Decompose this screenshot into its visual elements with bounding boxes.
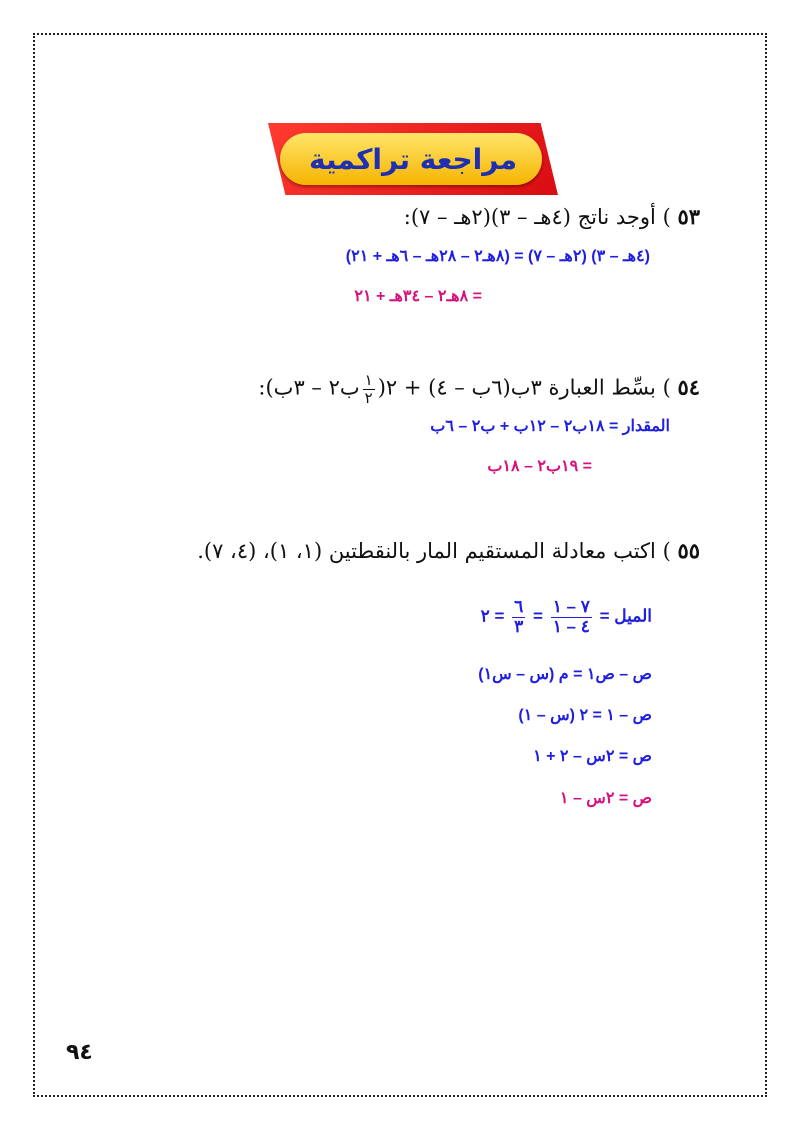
question-54: ٥٤ ) بسِّط العبارة ٣ب(٦ب – ٤) + ٢( $\frac{١}{٢}$ ب٢ – ٣ب): [258, 371, 700, 407]
question-number: ٥٣ [677, 204, 700, 229]
q54-solution-line-1: المقدار = ١٨ب٢ – ١٢ب + ب٢ – ٦ب [430, 418, 670, 435]
q55-solution-line-5: ص = ٢س – ١ [559, 790, 652, 807]
fraction-numerator: ١ [364, 371, 373, 389]
q55-solution-line-4: ص = ٢س – ٢ + ١ [533, 748, 652, 765]
fraction-denominator: ٤ – ١ [552, 616, 590, 636]
question-text: بسِّط العبارة ٣ب(٦ب – ٤) + ٢( [377, 375, 656, 400]
slope-result: = ٢ [480, 606, 505, 626]
q53-solution-line-1: (٤هـ – ٣) (٢هـ – ٧) = (٨هـ٢ – ٢٨هـ – ٦هـ + ٢١) [345, 248, 650, 265]
fraction-half [363, 372, 375, 406]
question-53: ٥٣ ) أوجد ناتج (٤هـ – ٣)(٢هـ – ٧): [403, 204, 700, 229]
question-text: اكتب معادلة المستقيم المار بالنقطتين (١، ١)، (٤، ٧). [197, 539, 656, 563]
fraction-numerator: ٦ [514, 597, 524, 616]
question-text: أوجد ناتج (٤هـ – ٣)(٢هـ – ٧): [403, 205, 656, 229]
fraction-denominator: ٣ [514, 616, 524, 636]
page-number: ٩٤ [66, 1040, 93, 1065]
question-number: ٥٤ [677, 374, 700, 400]
question-number: ٥٥ [677, 538, 700, 563]
equals-sign: = [533, 606, 543, 626]
fraction-numerator: ٧ – ١ [552, 597, 590, 616]
section-title: مراجعة تراكمية [308, 142, 518, 176]
q53-solution-line-2: = ٨هـ٢ – ٣٤هـ + ٢١ [354, 288, 482, 305]
slope-fraction-simplified [512, 598, 525, 636]
q55-solution-line-3: ص – ١ = ٢ (س – ١) [518, 707, 652, 724]
question-55: ٥٥ ) اكتب معادلة المستقيم المار بالنقطتين (١، ١)، (٤، ٧). [197, 538, 700, 563]
slope-fraction [551, 598, 592, 636]
q55-slope-line [481, 598, 652, 636]
slope-label: الميل = [599, 606, 652, 626]
section-banner [268, 123, 558, 195]
q54-solution-line-2: = ١٩ب٢ – ١٨ب [487, 458, 592, 475]
q55-solution-line-2: ص – ص١ = م (س – س١) [478, 666, 652, 683]
fraction-denominator: ٢ [364, 388, 373, 407]
question-text-end: ب٢ – ٣ب): [258, 375, 360, 400]
